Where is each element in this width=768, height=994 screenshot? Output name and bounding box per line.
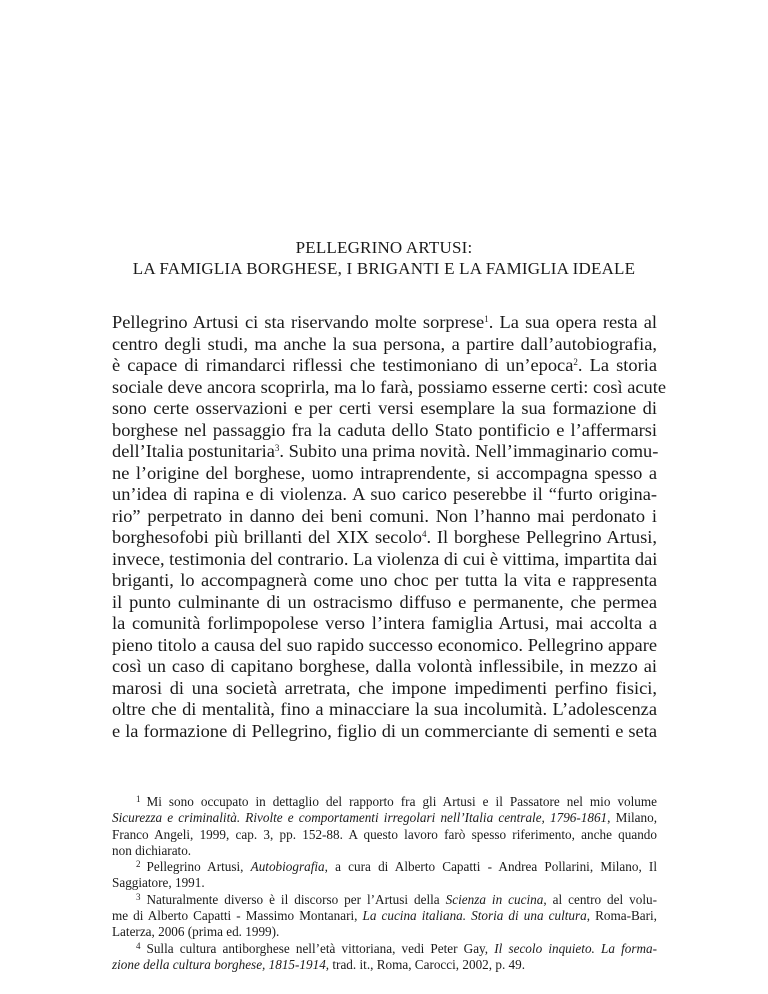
footnote-number: 4: [136, 940, 141, 951]
chapter-title-line-1: PELLEGRINO ARTUSI:: [295, 238, 473, 257]
footnotes: [112, 794, 657, 973]
body-line: [112, 506, 657, 528]
body-text: ne l’origine del borghese, uomo intraprendente, si accompagna spesso a: [112, 462, 657, 483]
footnote-line: [112, 941, 657, 957]
body-line: [112, 656, 657, 678]
footnote-line: Franco Angeli, 1999, cap. 3, pp. 152-88. A questo lavoro farò spesso riferimento, anche quando: [112, 826, 657, 842]
footnote-reference: 1: [484, 314, 489, 324]
body-text: invece, testimonia del contrario. La violenza di cui è vittima, impartita dai: [112, 548, 658, 569]
body-text: così un caso di capitano borghese, dalla volontà inflessibile, in mezzo ai: [112, 656, 657, 676]
body-line: [112, 420, 657, 442]
footnote-italic-title: Scienza in cucina: [445, 891, 544, 907]
footnote-italic-title: zione della cultura borghese, 1815-1914: [112, 956, 326, 972]
footnote-italic-title: Il secolo inquieto. La forma-: [494, 940, 657, 956]
footnote-reference: 2: [573, 357, 578, 367]
body-line: [112, 721, 657, 743]
body-line: [112, 484, 657, 506]
body-line: [112, 355, 657, 377]
footnote-line: Saggiatore, 1991.: [112, 875, 205, 891]
footnote-text: Naturalmente diverso è il discorso per l’Artusi della: [146, 891, 446, 907]
footnote-line: [112, 859, 657, 875]
footnote-4: [112, 941, 657, 974]
body-line: [112, 376, 667, 399]
footnote-text: , a cura di Alberto Capatti - Andrea Pollarini, Milano, Il: [324, 859, 657, 875]
body-text: la comunità forlimpopolese verso l’intera famiglia Artusi, mai accolta a: [112, 613, 657, 633]
footnote-text: , trad. it., Roma, Carocci, 2002, p. 49.: [325, 956, 526, 972]
footnote-number: 3: [136, 891, 141, 902]
body-text: Pellegrino Artusi ci sta riservando molte sorprese: [112, 312, 485, 332]
footnote-line: [112, 794, 657, 810]
body-text: un’idea di rapina e di violenza. A suo carico peserebbe il “furto origina-: [112, 484, 657, 504]
body-line: [112, 570, 657, 592]
footnote-2: [112, 859, 657, 892]
footnote-number: 1: [136, 794, 141, 804]
chapter-title-line-2: LA FAMIGLIA BORGHESE, I BRIGANTI E LA FAMIGLIA IDEALE: [132, 259, 636, 278]
body-paragraph: [112, 312, 667, 742]
footnote-text: Mi sono occupato in dettaglio del rapporto fra gli Artusi e il Passatore nel mio volume: [146, 794, 657, 809]
footnote-text: , Roma-Bari,: [586, 908, 657, 924]
body-text: oltre che di mentalità, fino a minacciare la sua incolumità. L’adolescenza: [112, 699, 657, 719]
footnote-reference: 4: [421, 529, 427, 539]
footnote-italic-title: Sicurezza e criminalità. Rivolte e comportamenti irregolari nell’Italia centrale, 1796-1861: [112, 810, 608, 826]
body-line: [112, 398, 657, 420]
body-text: borghesofobi più brillanti del XIX secolo: [112, 527, 422, 547]
footnote-line: non dichiarato.: [112, 842, 192, 858]
footnote-reference: 3: [274, 443, 280, 453]
footnote-line: Laterza, 2006 (prima ed. 1999).: [112, 924, 280, 940]
footnote-text: me di Alberto Capatti - Massimo Montanari,: [112, 908, 363, 924]
body-text: . Subito una prima novità. Nell’immaginario comu-: [279, 441, 659, 461]
footnote-text: Pellegrino Artusi,: [146, 859, 251, 875]
footnote-line: [112, 908, 657, 924]
body-text: sociale deve ancora scoprirla, ma lo farà, possiamo esserne certi: così acute: [112, 376, 667, 397]
body-text: . La storia: [577, 355, 657, 375]
body-text: . Il borghese Pellegrino Artusi,: [426, 527, 657, 547]
body-text: rio” perpetrato in danno dei beni comuni. Non l’hanno mai perdonato i: [112, 505, 657, 526]
body-line: [112, 334, 657, 356]
body-text: briganti, lo accompagnerà come uno choc per tutta la vita e rappresenta: [112, 570, 657, 590]
body-line: [112, 635, 657, 657]
body-text: centro degli studi, ma anche la sua persona, a partire dall’autobiografia,: [112, 333, 657, 354]
body-text: marosi di una società arretrata, che impone impedimenti perfino fisici,: [112, 677, 657, 698]
chapter-title: [90, 237, 678, 279]
footnote-number: 2: [136, 859, 141, 870]
footnote-italic-title: Autobiografia: [250, 859, 325, 875]
body-line: [112, 463, 657, 485]
body-text: pieno titolo a causa del suo rapido successo economico. Pellegrino appare: [112, 634, 657, 655]
body-line: [112, 527, 657, 549]
body-text: è capace di rimandarci riflessi che testimoniano di un’epoca: [112, 355, 574, 375]
body-text: il punto culminante di un ostracismo diffuso e permanente, che permea: [112, 591, 657, 612]
body-text: dell’Italia postunitaria: [112, 441, 275, 461]
body-line: [112, 549, 657, 571]
body-line: [112, 312, 657, 334]
body-text: . La sua opera resta al: [488, 312, 658, 332]
body-text: e la formazione di Pellegrino, figlio di un commerciante di sementi e seta: [112, 720, 657, 741]
body-line: [112, 441, 657, 463]
footnote-text: , Milano,: [607, 810, 657, 826]
body-text: sono certe osservazioni e per certi versi esemplare la sua formazione di: [112, 398, 657, 418]
body-line: [112, 592, 657, 614]
footnote-1: [112, 794, 657, 859]
footnote-text: Sulla cultura antiborghese nell’età vittoriana, vedi Peter Gay,: [146, 940, 495, 956]
body-line: [112, 678, 657, 700]
footnote-line: [112, 892, 657, 908]
body-text: borghese nel passaggio fra la caduta dello Stato pontificio e l’affermarsi: [112, 419, 657, 440]
body-line: [112, 613, 657, 635]
footnote-3: [112, 892, 657, 941]
footnote-italic-title: La cucina italiana. Storia di una cultura: [362, 908, 587, 924]
footnote-line: [112, 810, 657, 826]
body-line: [112, 699, 657, 721]
footnote-text: , al centro del volu-: [543, 891, 657, 907]
footnote-line: [112, 957, 657, 973]
